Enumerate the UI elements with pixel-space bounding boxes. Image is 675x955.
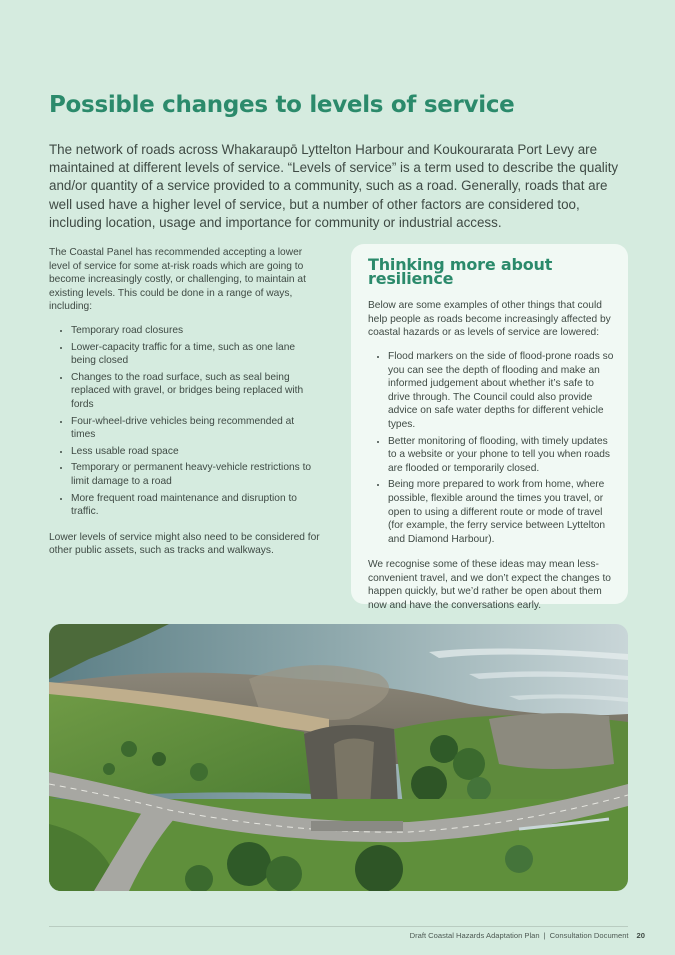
resilience-list bbox=[368, 350, 614, 546]
panel-closing-paragraph: We recognise some of these ideas may mean less-convenient travel, and we don’t expect the changes to happen quickly, but we’d rather be open about them now and have the conversations early. bbox=[368, 559, 611, 612]
panel-lead-paragraph: Below are some examples of other things that could help people as roads become increasingly affected by coastal hazards or as levels of service are lowered: bbox=[368, 300, 611, 339]
footer-separator: | bbox=[543, 931, 546, 940]
service-changes-list bbox=[49, 324, 321, 519]
intro-paragraph: The network of roads across Whakaraupō Lyttelton Harbour and Koukourarata Port Levy are maintained at different levels of service. “Levels of service” is a term used to describe the quality and/or quantity of a service provided to a community, such as a road. Generally, roads that are well used have a higher level of service, but a number of other factors are considered too, including location, usage and importance for community or industrial access. bbox=[49, 142, 619, 230]
list-item: • Changes to the road surface, such as seal being replaced with gravel, or bridges being replaced with fords bbox=[71, 371, 321, 412]
aerial-photo-illustration bbox=[49, 624, 628, 891]
panel-heading: Thinking more about resilience bbox=[368, 255, 553, 288]
list-item: • Less usable road space bbox=[71, 445, 321, 459]
footer-doc-type: Consultation Document bbox=[549, 931, 629, 940]
list-item: • Lower-capacity traffic for a time, such as one lane being closed bbox=[71, 341, 321, 368]
list-item: • Better monitoring of flooding, with timely updates to a website or your phone to tell you when roads are flooded or temporarily closed. bbox=[388, 435, 614, 476]
left-lead-paragraph: The Coastal Panel has recommended accepting a lower level of service for some at-risk roads which are going to become increasingly costly, or challenging, to maintain at existing levels. This could be done in a range of ways, including: bbox=[49, 247, 306, 313]
page-number: 20 bbox=[636, 931, 645, 940]
list-item: • Four-wheel-drive vehicles being recommended at times bbox=[71, 415, 321, 442]
resilience-panel bbox=[351, 244, 628, 612]
list-item: • Being more prepared to work from home, where possible, flexible around the times you travel, or open to using a different route or mode of travel (for example, the ferry service between Lyttelton and Diamond Harbour). bbox=[388, 478, 614, 546]
left-column bbox=[49, 246, 321, 558]
left-closing-paragraph: Lower levels of service might also need to be considered for other public assets, such as tracks and walkways. bbox=[49, 531, 320, 557]
page-footer bbox=[410, 931, 645, 940]
list-item: • More frequent road maintenance and disruption to traffic. bbox=[71, 492, 321, 519]
list-item: • Temporary or permanent heavy-vehicle restrictions to limit damage to a road bbox=[71, 461, 321, 488]
list-item: • Flood markers on the side of flood-prone roads so you can see the depth of flooding and make an informed judgement about whether it’s safe to drive through. The Council could also provide advice on safe water depths for different vehicle types. bbox=[388, 350, 614, 432]
footer-doc-title: Draft Coastal Hazards Adaptation Plan bbox=[409, 931, 540, 940]
aerial-photo bbox=[49, 624, 628, 891]
list-item: • Temporary road closures bbox=[71, 324, 321, 338]
page-title: Possible changes to levels of service bbox=[49, 92, 515, 118]
footer-divider bbox=[49, 926, 628, 927]
